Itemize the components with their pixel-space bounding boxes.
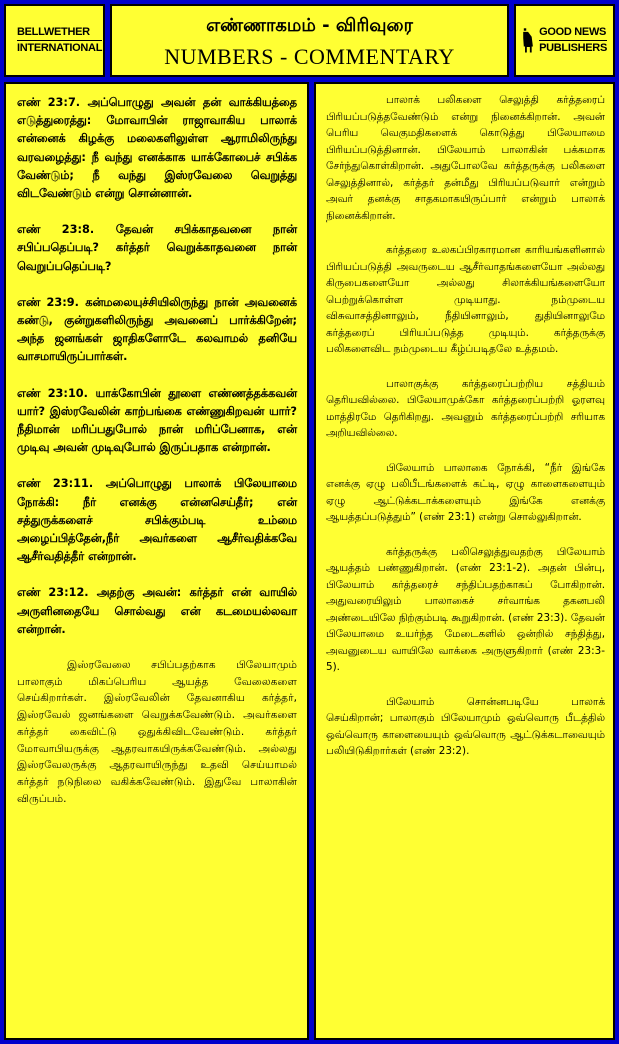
commentary-paragraph: பிலேயாம் பாலாகை நோக்கி, “நீர் இங்கே எனக்கு ஏழு பலிபீடங்களைக் கட்டி, ஏழு காளைகளையும் ஏழு ஆட்டுக்கடாக்களையும் இங்கே எனக்கு ஆயத்தப்படுத்தும்” (எண் 23:1) என்று சொல்லுகிறான். — [326, 461, 605, 523]
logo-right-line2: PUBLISHERS — [539, 42, 607, 54]
title-tamil: எண்ணாகமம் - விரிவுரை — [206, 15, 413, 36]
commentary-paragraph: கர்த்தருக்கு பலிசெலுத்துவதற்கு பிலேயாம் ஆயத்தம் பண்ணுகிறான். (எண் 23:1-2). அதன் பின்பு, பிலேயாம் கர்த்தரைச் சந்திப்பதற்காகப் போகிறான். அதுவரையிலும் பாலாகைச் சர்வாங்க தகனபலி அண்டையிலே நிற்கும்படி கூறுகிறான். (எண் 23:3). தேவன் பிலேயாமை உயர்ந்த மேடைகளில் ஒன்றில் சந்தித்து, அவனுடைய வாயிலே வாக்கை அருளுகிறார் (எண் 23:3-5). — [326, 545, 606, 673]
logo-left-line2: INTERNATIONAL — [17, 42, 103, 54]
verse-23-7: எண் 23:7. அப்பொழுது அவன் தன் வாக்கியத்தை எடுத்துரைத்து: மோவாபின் ராஜாவாகிய பாலாக் என்னைக் கிழக்கு மலைகளிலுள்ள ஆராமிலிருந்து வரவழைத்து: நீ வந்து எனக்காக யாக்கோபைச் சபிக்க வேண்டும்; நீ வந்து இஸ்ரவேலை வெறுத்து விடவேண்டும் என்று சொன்னான். — [17, 96, 297, 201]
left-column — [4, 82, 309, 1040]
commentary-paragraph: இஸ்ரவேலை சபிப்பதற்காக பிலேயாமும் பாலாகும் மிகப்பெரிய ஆயத்த வேலைகளை செய்கிறார்கள். இஸ்ரவேலின் தேவனாகிய கர்த்தர், இஸ்ரவேல் ஜனங்களை வெறுக்கவேண்டும். அவர்களை கர்த்தர் கைவிட்டு ஒதுக்கிவிடவேண்டும். கர்த்தர் மோவாபியருக்கு ஆதரவாகயிருக்கவேண்டும். அல்லது இஸ்ரவேலருக்கு ஆதரவாயிருந்து உதவி செய்யாமல் கர்த்தர் நடுநிலை வகிக்கவேண்டும். இதுவே பாலாகின் விருப்பம். — [17, 659, 297, 805]
commentary-paragraph: பாலாகுக்கு கர்த்தரைப்பற்றிய சத்தியம் தெரியவில்லை. பிலேயாமுக்கோ கர்த்தரைப்பற்றி ஓரளவு மாத்திரமே தெரிகிறது. அவனும் கர்த்தரைப்பற்றி சரியாக அறியவில்லை. — [326, 377, 605, 439]
verse-23-12: எண் 23:12. அதற்கு அவன்: கர்த்தர் என் வாயில் அருளினதையே சொல்வது என் கடமையல்லவா என்றான். — [17, 586, 297, 636]
logo-left-line1: BELLWETHER — [17, 25, 102, 41]
title-english: NUMBERS - COMMENTARY — [164, 44, 455, 69]
logo-left — [4, 4, 105, 77]
verse-23-10: எண் 23:10. யாக்கோபின் தூளை எண்ணத்தக்கவன் யார்? இஸ்ரவேலின் காற்பங்கை எண்ணுகிறவன் யார்? நீதிமான் மரிப்பதுபோல் நான் மரிப்பேனாக, என் முடிவு அவன் முடிவுபோல் இருப்பதாக என்றான். — [17, 386, 297, 455]
verse-23-11: எண் 23:11. அப்பொழுது பாலாக் பிலேயாமை நோக்கி: நீர் எனக்கு என்னசெய்தீர்; என் சத்துருக்களைச் சபிக்கும்படி உம்மை அழைப்பித்தேன்,நீர் அவர்களை ஆசீர்வதிக்கவே ஆசீர்வதித்தீர் என்றான். — [17, 477, 297, 564]
logo-right-line1: GOOD NEWS — [539, 25, 607, 41]
sheep-icon — [522, 20, 534, 62]
verse-23-8: எண் 23:8. தேவன் சபிக்காதவனை நான் சபிப்பதெப்படி? கர்த்தர் வெறுக்காதவனை நான் வெறுப்பதெப்படி? — [17, 223, 297, 273]
commentary-paragraph: கர்த்தரை உலகப்பிரகாரமான காரியங்களினால் பிரியப்படுத்தி அவருடைய ஆசீர்வாதங்களையோ அல்லது கிருபைகளையோ அல்லது சிலாக்கியங்களையோ பெற்றுக்கொள்ள முடியாது. நம்முடைய விசுவாசத்தினாலும், நீதியினாலும், துதியினாலுமே கர்த்தரைப் பிரியப்படுத்த முடியும். கர்த்தருக்கு பலிகளைவிட நம்முடைய கீழ்ப்படிதலே உத்தமம். — [326, 244, 605, 355]
logo-right — [514, 4, 615, 77]
commentary-paragraph: பிலேயாம் சொன்னபடியே பாலாக் செய்கிறான்; பாலாகும் பிலேயாமும் ஒவ்வொரு பீடத்தில் ஒவ்வொரு காளையையும் ஒவ்வொரு ஆட்டுக்கடாவையும் பலியிடுகிறார்கள் (எண் 23:2). — [326, 695, 605, 757]
page-title — [110, 4, 509, 77]
commentary-paragraph: பாலாக் பலிகளை செலுத்தி கர்த்தரைப் பிரியப்படுத்தவேண்டும் என்று நினைக்கிறான். அவன் பெரிய வெகுமதிகளைக் கொடுத்து பிலேயாமை பிரியப்படுத்தினான். பிலேயாம் பாலாகின் பக்கமாக சேர்ந்துகொள்கிறான். அதுபோலவே கர்த்தருக்கு பலிகளை செலுத்தினால், கர்த்தர் தன்மீது பிரியப்படுவார் என்றும் அவர் தனக்கு சாதகமாகயிருப்பார் என்றும் பாலாக் நினைக்கிறான். — [326, 94, 605, 222]
right-column — [314, 82, 615, 1040]
verse-23-9: எண் 23:9. கன்மலையுச்சியிலிருந்து நான் அவனைக் கண்டு, குன்றுகளிலிருந்து அவனைப் பார்க்கிறேன்; அந்த ஜனங்கள் ஜாதிகளோடே கலவாமல் தனியே வாசமாயிருப்பார்கள். — [17, 295, 297, 364]
